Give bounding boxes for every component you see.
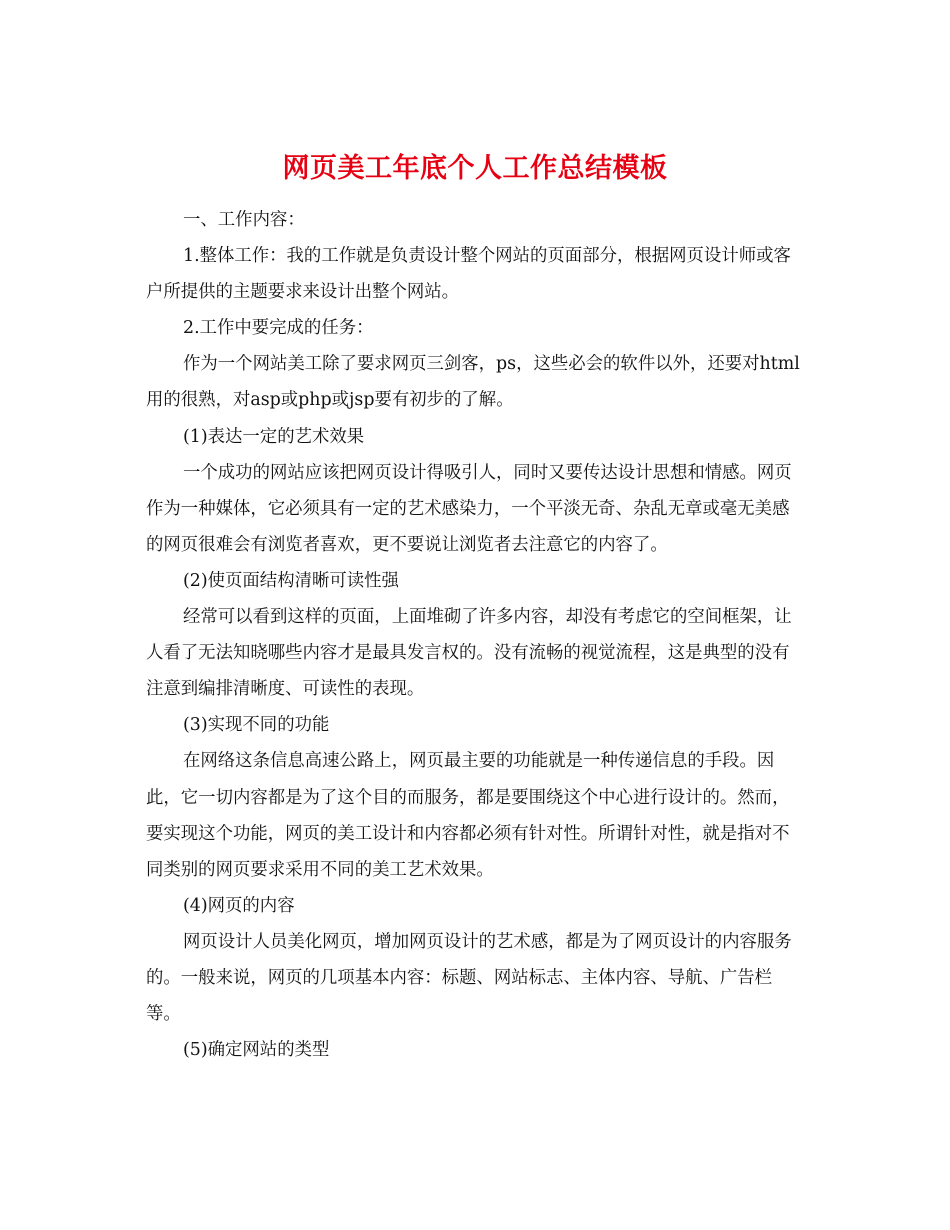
paragraph-functions: 在网络这条信息高速公路上，网页最主要的功能就是一种传递信息的手段。因此，它一切内容都是为了这个目的而服务，都是要围绕这个中心进行设计的。然而，要实现这个功能，网页的美工设计和内容都必须有针对性。所谓针对性，就是指对不同类别的网页要求采用不同的美工艺术效果。 [146,751,790,880]
paragraph-skills: 作为一个网站美工除了要求网页三剑客，ps，这些必会的软件以外，还要对html用的很熟，对asp或php或jsp要有初步的了解。 [146,354,800,411]
item-heading-5: (5)确定网站的类型 [183,1040,330,1061]
item-heading-2: (2)使页面结构清晰可读性强 [183,570,399,591]
item-heading-4: (4)网页的内容 [183,895,295,916]
paragraph-content: 网页设计人员美化网页，增加网页设计的艺术感，都是为了网页设计的内容服务的。一般来说，网页的几项基本内容：标题、网站标志、主体内容、导航、广告栏等。 [146,931,792,1025]
item-heading-3: (3)实现不同的功能 [183,715,330,736]
item-heading-1: (1)表达一定的艺术效果 [183,426,365,447]
subheading-tasks: 2.工作中要完成的任务： [183,318,374,339]
document-title: 网页美工年底个人工作总结模板 [282,153,668,185]
paragraph-page-structure: 经常可以看到这样的页面，上面堆砌了许多内容，却没有考虑它的空间框架，让人看了无法知晓哪些内容才是最具发言权的。没有流畅的视觉流程，这是典型的没有注意到编排清晰度、可读性的表现。 [146,607,792,700]
section-heading-work-content: 一、工作内容： [183,210,305,230]
paragraph-artistic-effect: 一个成功的网站应该把网页设计得吸引人，同时又要传达设计思想和情感。网页作为一种媒体，它必须具有一定的艺术感染力，一个平淡无奇、杂乱无章或毫无美感的网页很难会有浏览者喜欢，更不要说让浏览者去注意它的内容了。 [146,462,792,555]
paragraph-overall-work: 1.整体工作：我的工作就是负责设计整个网站的页面部分，根据网页设计师或客户所提供的主题要求来设计出整个网站。 [146,246,791,303]
document-body [146,202,806,1068]
